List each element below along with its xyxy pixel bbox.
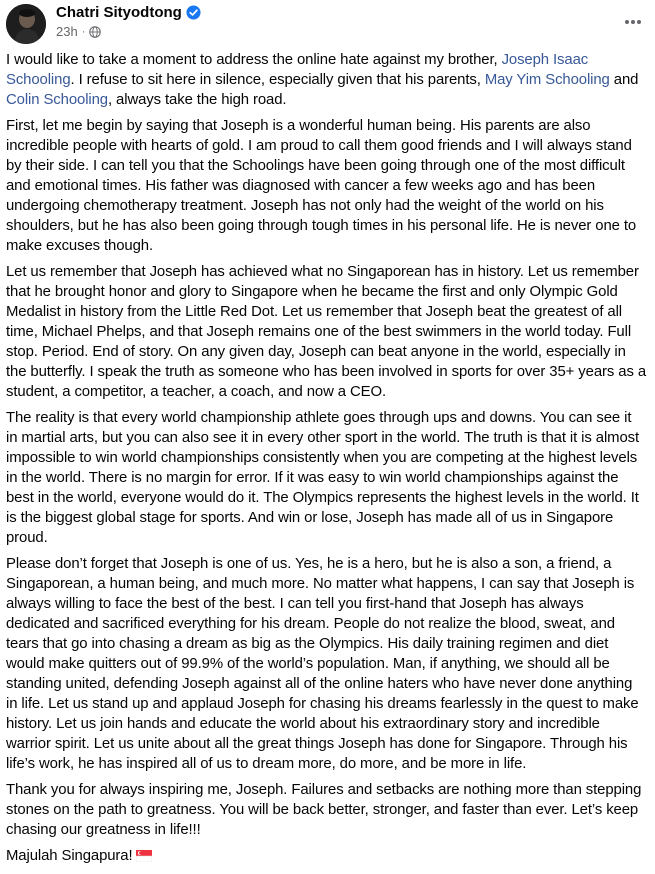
post-body [6,50,646,874]
p7-text: Majulah Singapura! [6,848,133,864]
p1-text-d: , always take the high road. [107,92,287,108]
post-time[interactable]: 23h [56,24,78,39]
paragraph-4: The reality is that every world championship athlete goes through ups and downs. You can see it in martial arts, but you can also see it in every other sport in the world. The truth is that it is almost impossible to win world championships consistently when you are competing at the highest levels in the world. There is no margin for error. If it was easy to win world championships against the best in the world, everyone would do it. The Olympics represents the highest levels in the world. It is the biggest global stage for sports. And win or lose, Joseph has made all of us in Singapore proud. [6,410,640,546]
paragraph-7 [6,846,646,868]
globe-icon[interactable] [89,26,101,38]
paragraph-5: Please don’t forget that Joseph is one of us. Yes, he is a hero, but he is also a son, a friend, a Singaporean, a human being, and much more. No matter what happens, I can say that Joseph is always willing to face the best of the best. I can tell you first-hand that Joseph has always dedicated and sacrificed everything for his dream. People do not realize the blood, sweat, and tears that go into chasing a dream as big as the Olympics. His daily training regimen and diet would make quitters out of 99.9% of the world’s population. Man, if anything, we should all be standing united, defending Joseph against all of the online haters who have never done anything in life. Let us stand up and applaud Joseph for chasing his dreams fearlessly in the quest to make history. Let us join hands and educate the world about his extraordinary story and incredible warrior spirit. Let us unite about all the great things Joseph has done for Singapore. Through his life’s work, he has inspired all of us to dream more, do more, and be more in life. [6,556,639,772]
p1-text-b: . I refuse to sit here in silence, especially given that his parents, [70,72,485,88]
p1-text-c: and [609,72,639,88]
tag-joseph-isaac-schooling[interactable]: Joseph Isaac Schooling [6,52,589,88]
post-meta [56,24,101,39]
tag-colin-schooling[interactable]: Colin Schooling [6,92,108,108]
ellipsis-icon[interactable] [618,10,648,34]
verified-badge-icon [186,5,201,20]
paragraph-3: Let us remember that Joseph has achieved what no Singaporean has in history. Let us remember that he brought honor and glory to Singapore when he became the first and only Olympic Gold Medalist in history from the Little Red Dot. Let us remember that Joseph beat the greatest of all time, Michael Phelps, and that Joseph remains one of the best swimmers in the world today. Full stop. Period. End of story. On any given day, Joseph can beat anyone in the world, especially in the butterfly. I speak the truth as someone who has been involved in sports for over 35+ years as a student, a competitor, a teacher, a coach, and now a CEO. [6,264,647,400]
author-name-row [56,4,201,21]
tag-may-yim-schooling[interactable]: May Yim Schooling [484,72,610,88]
singapore-flag-icon [136,848,152,868]
paragraph-2: First, let me begin by saying that Joseph is a wonderful human being. His parents are also incredible people with hearts of gold. I am proud to call them good friends and I will always stand by their side. I can tell you that the Schoolings have been going through one of the most difficult and emotional times. His father was diagnosed with cancer a few weeks ago and has been undergoing chemotherapy treatment. Joseph has not only had the weight of the world on his shoulders, but he has also been going through tough times in his personal life. He is never one to make excuses though. [6,118,637,254]
p1-text-a: I would like to take a moment to address the online hate against my brother, [6,52,502,68]
post-header [0,0,655,46]
author-name[interactable]: Chatri Sityodtong [56,4,182,21]
paragraph-1 [6,50,646,110]
paragraph-6: Thank you for always inspiring me, Joseph. Failures and setbacks are nothing more than stepping stones on the path to greatness. You will be back better, stronger, and faster than ever. Let’s keep chasing our greatness in life!!! [6,782,642,838]
author-avatar[interactable] [6,4,46,44]
meta-separator: · [81,25,86,38]
